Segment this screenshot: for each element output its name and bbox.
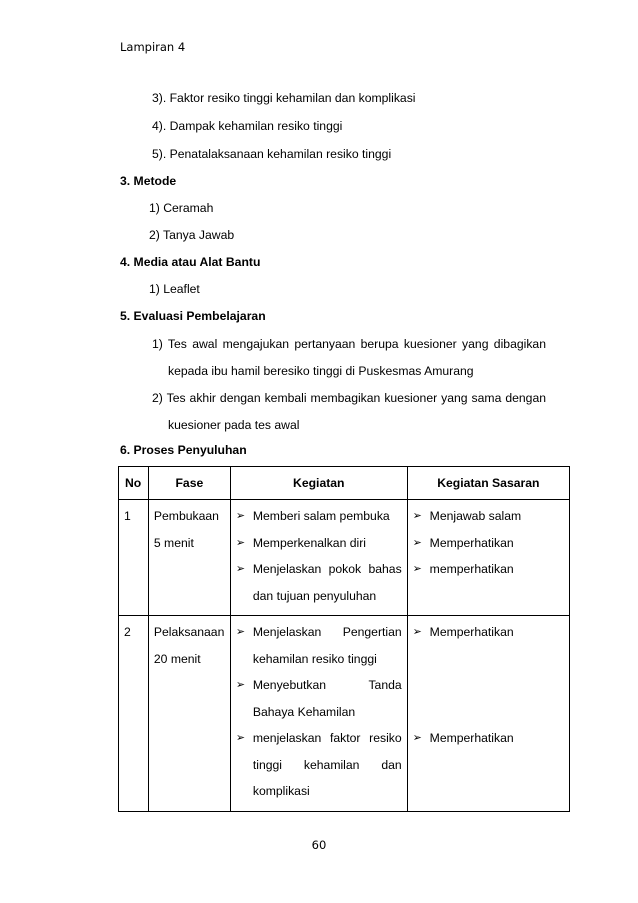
fase-duration: 5 menit — [153, 535, 194, 550]
metode-item-1: 1) Ceramah — [149, 201, 214, 215]
section-5-title: 5. Evaluasi Pembelajaran — [120, 309, 266, 323]
kegiatan-text: dan tujuan penyuluhan — [252, 588, 377, 603]
header-kegiatan-sasaran: Kegiatan Sasaran — [407, 467, 569, 500]
kegiatan-text: kehamilan resiko tinggi — [252, 651, 377, 666]
list-item-5: 5). Penatalaksanaan kehamilan resiko tinggi — [152, 147, 392, 161]
row-1-sasaran — [408, 500, 569, 589]
arrow-bullet-icon: ➢ — [235, 563, 246, 575]
fase-duration: 20 menit — [153, 651, 201, 666]
kegiatan-text: Menjelaskan Pengertian — [252, 625, 402, 639]
table-row — [119, 616, 570, 812]
header-fase: Fase — [148, 467, 230, 500]
sasaran-text: Memperhatikan — [429, 625, 514, 639]
page-header: Lampiran 4 — [120, 40, 186, 54]
row-1-fase — [149, 500, 230, 562]
row-2-kegiatan — [231, 616, 407, 811]
arrow-bullet-icon: ➢ — [412, 626, 422, 638]
kegiatan-text: Menjelaskan pokok bahas — [252, 562, 402, 576]
evaluasi-item-2-line-2: kuesioner pada tes awal — [168, 418, 300, 432]
kegiatan-text: Memperkenalkan diri — [252, 535, 366, 550]
arrow-bullet-icon: ➢ — [412, 732, 422, 744]
arrow-bullet-icon: ➢ — [235, 536, 246, 549]
row-2-sasaran — [408, 616, 569, 758]
evaluasi-item-2-line-1: 2) Tes akhir dengan kembali membagikan kuesioner yang sama dengan — [152, 391, 546, 405]
table-row — [119, 500, 570, 616]
section-4-title: 4. Media atau Alat Bantu — [120, 255, 261, 269]
arrow-bullet-icon: ➢ — [412, 536, 422, 549]
arrow-bullet-icon: ➢ — [412, 510, 422, 522]
arrow-bullet-icon: ➢ — [235, 679, 246, 691]
row-1-no: 1 — [124, 509, 131, 523]
row-2-fase — [149, 616, 230, 678]
media-item-1: 1) Leaflet — [149, 282, 200, 296]
row-2-no: 2 — [124, 625, 131, 639]
header-no: No — [119, 467, 149, 500]
arrow-bullet-icon: ➢ — [412, 563, 422, 575]
section-3-title: 3. Metode — [120, 174, 177, 188]
proses-penyuluhan-table — [118, 466, 570, 812]
fase-label: Pembukaan — [153, 509, 219, 523]
kegiatan-text: Bahaya Kehamilan — [252, 704, 356, 719]
sasaran-text: Menjawab salam — [429, 509, 522, 523]
evaluasi-item-1-line-1: 1) Tes awal mengajukan pertanyaan berupa kuesioner yang dibagikan — [152, 337, 546, 351]
kegiatan-text: komplikasi — [252, 784, 310, 798]
sasaran-text: Memperhatikan — [429, 535, 514, 550]
table-header-row — [119, 467, 570, 500]
page-number: 60 — [311, 838, 327, 852]
arrow-bullet-icon: ➢ — [235, 626, 246, 638]
list-item-4: 4). Dampak kehamilan resiko tinggi — [152, 119, 343, 133]
kegiatan-text: Memberi salam pembuka — [252, 509, 390, 523]
arrow-bullet-icon: ➢ — [235, 510, 246, 522]
arrow-bullet-icon: ➢ — [235, 732, 246, 744]
header-kegiatan: Kegiatan — [230, 467, 407, 500]
fase-label: Pelaksanaan — [153, 625, 225, 639]
kegiatan-text: Menyebutkan Tanda — [252, 678, 402, 692]
list-item-3: 3). Faktor resiko tinggi kehamilan dan komplikasi — [152, 91, 416, 105]
kegiatan-text: menjelaskan faktor resiko — [252, 731, 402, 745]
metode-item-2: 2) Tanya Jawab — [149, 228, 235, 242]
row-1-kegiatan — [231, 500, 407, 615]
sasaran-text: Memperhatikan — [429, 731, 514, 745]
kegiatan-text: tinggi kehamilan dan — [252, 757, 402, 772]
evaluasi-item-1-line-2: kepada ibu hamil beresiko tinggi di Puskesmas Amurang — [168, 364, 474, 378]
section-6-title: 6. Proses Penyuluhan — [120, 443, 247, 457]
sasaran-text: memperhatikan — [429, 562, 514, 576]
